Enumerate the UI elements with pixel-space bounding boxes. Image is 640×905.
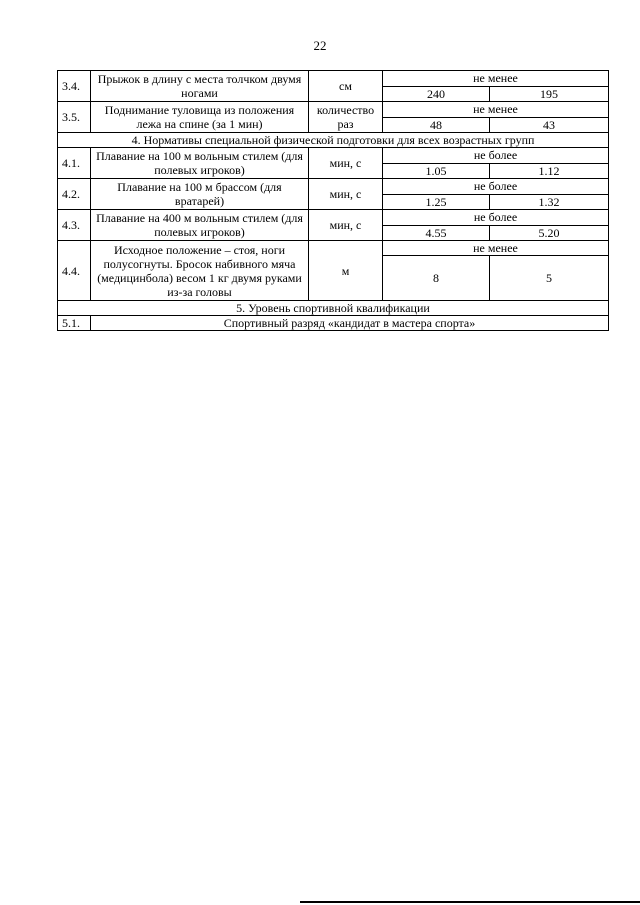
- table-row: [58, 179, 609, 195]
- row-number: 5.1.: [58, 316, 91, 331]
- norms-table: [57, 70, 609, 331]
- row-value-1: 4.55: [383, 225, 490, 241]
- table-row: [58, 241, 609, 256]
- row-condition: не более: [383, 210, 609, 226]
- row-value-2: 1.32: [490, 194, 609, 210]
- row-condition: не менее: [383, 241, 609, 256]
- row-label: Прыжок в длину с места толчком двумя ногами: [91, 71, 309, 102]
- table-row: [58, 102, 609, 118]
- table-row: [58, 148, 609, 164]
- row-value-2: 43: [490, 117, 609, 133]
- row-unit: мин, с: [309, 148, 383, 179]
- row-label: Плавание на 100 м брассом (для вратарей): [91, 179, 309, 210]
- row-condition: не менее: [383, 71, 609, 87]
- row-value-1: 240: [383, 86, 490, 102]
- section-row: [58, 133, 609, 148]
- table-row: [58, 71, 609, 87]
- row-number: 4.4.: [58, 241, 91, 301]
- row-unit: мин, с: [309, 210, 383, 241]
- row-label: Спортивный разряд «кандидат в мастера спорта»: [91, 316, 609, 331]
- row-condition: не более: [383, 179, 609, 195]
- row-label: Поднимание туловища из положения лежа на спине (за 1 мин): [91, 102, 309, 133]
- row-value-1: 48: [383, 117, 490, 133]
- section-heading: 4. Нормативы специальной физической подготовки для всех возрастных групп: [58, 133, 609, 148]
- row-number: 4.1.: [58, 148, 91, 179]
- row-condition: не более: [383, 148, 609, 164]
- row-value-1: 1.25: [383, 194, 490, 210]
- row-unit: мин, с: [309, 179, 383, 210]
- section-heading: 5. Уровень спортивной квалификации: [58, 301, 609, 316]
- scan-edge-line: [300, 901, 640, 903]
- row-value-2: 1.12: [490, 163, 609, 179]
- row-label: Плавание на 100 м вольным стилем (для полевых игроков): [91, 148, 309, 179]
- row-label: Исходное положение – стоя, ноги полусогнуты. Бросок набивного мяча (медицинбола) весом 1 кг двумя руками из-за головы: [91, 241, 309, 301]
- table-row: [58, 316, 609, 331]
- row-label: Плавание на 400 м вольным стилем (для полевых игроков): [91, 210, 309, 241]
- row-value-2: 5: [490, 256, 609, 301]
- row-unit: см: [309, 71, 383, 102]
- table-row: [58, 210, 609, 226]
- row-number: 3.5.: [58, 102, 91, 133]
- page-number: 22: [313, 38, 327, 53]
- row-value-1: 1.05: [383, 163, 490, 179]
- row-number: 4.2.: [58, 179, 91, 210]
- row-value-2: 195: [490, 86, 609, 102]
- row-value-1: 8: [383, 256, 490, 301]
- section-row: [58, 301, 609, 316]
- row-unit: м: [309, 241, 383, 301]
- row-unit: количество раз: [309, 102, 383, 133]
- row-value-2: 5.20: [490, 225, 609, 241]
- row-number: 4.3.: [58, 210, 91, 241]
- row-number: 3.4.: [58, 71, 91, 102]
- row-condition: не менее: [383, 102, 609, 118]
